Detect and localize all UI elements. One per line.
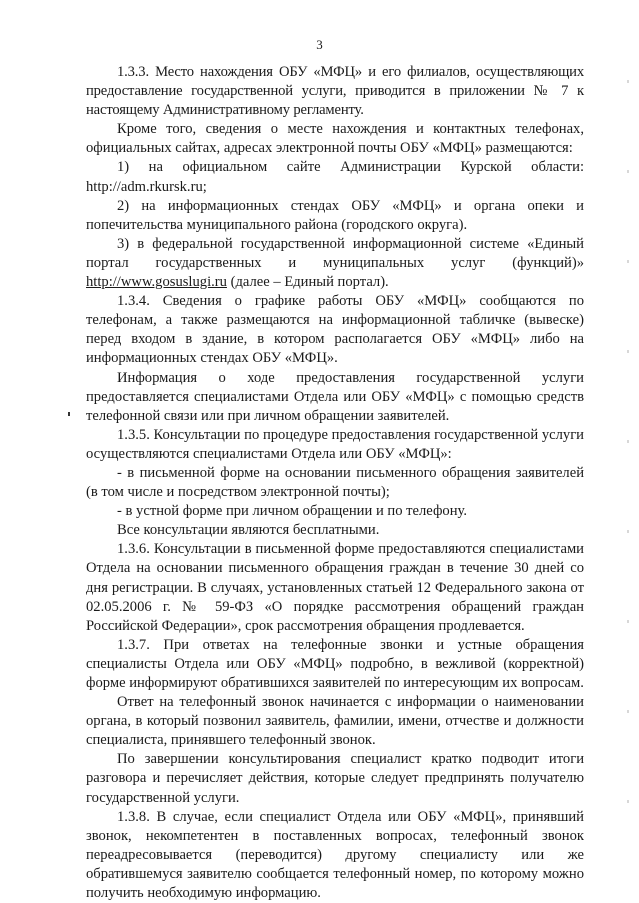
paragraph-1-3-7: 1.3.7. При ответах на телефонные звонки и устные обращения специалисты Отдела или ОБУ «МФЦ» подробно, в вежливой (корректной) форме информируют обратившихся заявителей по интересующим их вопросам. [86, 636, 584, 691]
paragraph-oral-form: - в устной форме при личном обращении и по телефону. [117, 503, 468, 520]
document-body [86, 63, 584, 903]
paragraph-1-3-6: 1.3.6. Консультации в письменной форме предоставляются специалистами Отдела на основании письменного обращения граждан в течение 30 дней со дня регистрации. В случаях, установленных статьей 12 Федерального закона от 02.05.2006 г. № 59-ФЗ «О порядке рассмотрения обращений граждан Российской Федерации», срок рассмотрения обращения продлевается. [86, 541, 584, 634]
paragraph-item-3-portal [86, 235, 584, 292]
paragraph-1-3-4: 1.3.4. Сведения о графике работы ОБУ «МФЦ» сообщаются по телефонам, а также размещаются на информационной табличке (вывеске) перед входом в здание, в котором располагается ОБУ «МФЦ» либо на информационных стендах ОБУ «МФЦ». [86, 293, 584, 367]
paragraph-1-3-5: 1.3.5. Консультации по процедуре предоставления государственной услуги осуществляются специалистами Отдела или ОБУ «МФЦ»: [86, 426, 584, 462]
paragraph-item-1-website: 1) на официальном сайте Администрации Курской области: http://adm.rkursk.ru; [86, 159, 584, 195]
paragraph-written-form: - в письменной форме на основании письменного обращения заявителей (в том числе и посредством электронной почты); [86, 464, 584, 501]
page-number: 3 [316, 37, 323, 52]
scan-speck [68, 412, 70, 416]
portal-text-before: 3) в федеральной государственной информационной системе «Единый портал государственных и муниципальных услуг (функций)» [86, 235, 584, 271]
paragraph-1-3-8: 1.3.8. В случае, если специалист Отдела или ОБУ «МФЦ», принявший звонок, некомпетентен в поставленных вопросах, телефонный звонок переадресовывается (переводится) другому специалисту или же обратившемуся заявителю сообщается телефонный номер, по которому можно получить необходимую информацию. [86, 808, 584, 902]
paragraph-free-consultations: Все консультации являются бесплатными. [117, 522, 380, 539]
paragraph-item-2-stands: 2) на информационных стендах ОБУ «МФЦ» и органа опеки и попечительства муниципального района (городского округа). [86, 197, 584, 233]
paragraph-contacts-intro: Кроме того, сведения о месте нахождения и контактных телефонах, официальных сайтах, адресах электронной почты ОБУ «МФЦ» размещаются: [86, 121, 584, 157]
paragraph-1-3-3: 1.3.3. Место нахождения ОБУ «МФЦ» и его филиалов, осуществляющих предоставление государственной услуги, приводится в приложении № 7 к настоящему Административному регламенту. [86, 64, 584, 119]
paragraph-consultation-end: По завершении консультирования специалист кратко подводит итоги разговора и перечисляет действия, которые следует предпринять получателю государственной услуги. [86, 751, 584, 806]
portal-text-after: (далее – Единый портал). [226, 274, 389, 291]
paragraph-phone-answer: Ответ на телефонный звонок начинается с информации о наименовании органа, в который позвонил заявитель, фамилии, имени, отчестве и должности специалиста, принявшего телефонный звонок. [86, 694, 584, 749]
scan-margin-artifact [627, 40, 629, 860]
paragraph-progress-info: Информация о ходе предоставления государственной услуги предоставляется специалистами Отдела или ОБУ «МФЦ» с помощью средств телефонной связи или при личном обращении заявителей. [86, 369, 584, 424]
gosuslugi-link[interactable]: http://www.gosuslugi.ru [86, 274, 227, 291]
